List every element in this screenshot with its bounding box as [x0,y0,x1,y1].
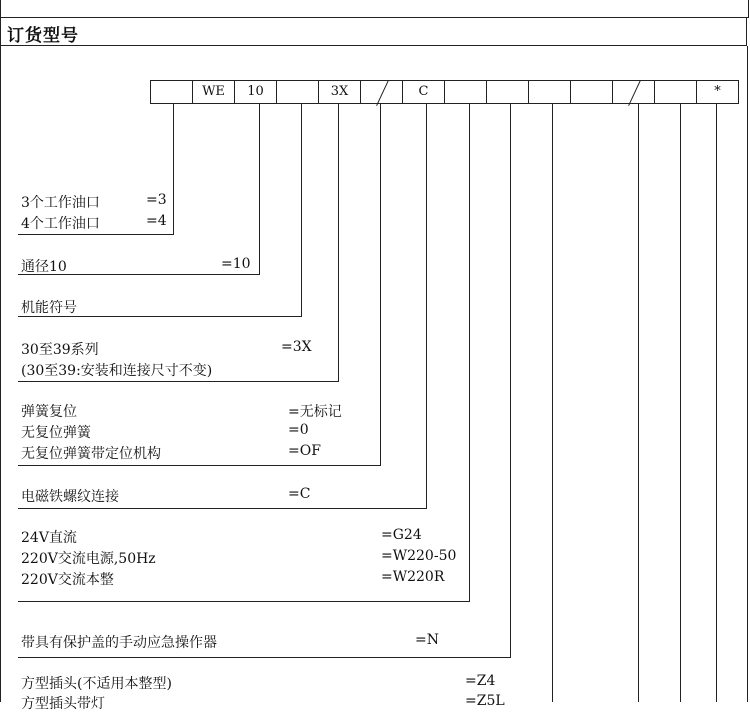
option-label: 方型插头带灯 [21,696,105,712]
leader-line [173,104,174,234]
code-cell [151,80,193,104]
leader-line [510,104,511,657]
group-baseline [18,601,470,602]
option-code: =Z4 [465,673,496,689]
order-code-row [150,80,739,104]
frame-right-border [747,46,748,702]
option-code: =G24 [381,527,422,543]
group-baseline [18,657,511,658]
option-label: 无复位弹簧带定位机构 [21,446,161,462]
option-label: 3个工作油口 [21,195,100,211]
code-cell-slash [361,80,403,104]
code-cell: 10 [235,80,277,104]
group-baseline [18,234,174,235]
option-label: 30至39系列 [21,342,99,358]
page-top-frame [0,0,749,18]
option-code: =4 [146,213,167,229]
group-baseline [18,465,381,466]
code-cell: 3X [319,80,361,104]
group-baseline [18,508,427,509]
leader-line [259,104,260,274]
leader-line [716,104,717,702]
code-cell [445,80,487,104]
option-label: 方型插头(不适用本整型) [21,676,172,692]
leader-line [301,104,302,316]
option-code: =OF [288,443,321,459]
option-label: 通径10 [21,259,67,275]
code-cell [277,80,319,104]
leader-line [469,104,470,601]
option-label: 机能符号 [21,300,77,316]
leader-line [380,104,381,465]
option-code: =C [288,486,311,502]
code-cell [571,80,613,104]
code-cell: WE [193,80,235,104]
option-label: 24V直流 [21,530,77,546]
option-code: =3 [146,192,167,208]
separator-slash [376,80,389,106]
section-header [0,18,747,46]
option-label: 4个工作油口 [21,216,100,232]
option-label: 带具有保护盖的手动应急操作器 [21,635,217,651]
leader-line [680,104,681,702]
code-cell: * [697,80,739,104]
option-code: =W220-50 [381,548,457,564]
frame-left-border [0,46,1,702]
option-code: =10 [221,256,251,272]
option-code: =N [415,632,439,648]
group-baseline [18,381,339,382]
code-cell-slash [613,80,655,104]
leader-line [338,104,339,381]
code-cell [529,80,571,104]
leader-line [638,104,639,702]
option-label: 电磁铁螺纹连接 [21,489,119,505]
option-label: 220V交流本整 [21,572,114,588]
leader-line [426,104,427,508]
option-label: 220V交流电源,50Hz [21,551,156,567]
option-label: 弹簧复位 [21,404,77,420]
option-code: =W220R [381,569,445,585]
leader-line [552,104,553,702]
code-cell [487,80,529,104]
option-code: =3X [281,339,312,355]
option-code: =Z5L [465,693,505,709]
code-cell [655,80,697,104]
option-code: =无标记 [288,404,342,420]
option-note: (30至39:安装和连接尺寸不变) [21,363,213,379]
option-code: =0 [288,422,309,438]
section-title: 订货型号 [7,26,79,46]
separator-slash [628,80,641,106]
code-cell: C [403,80,445,104]
option-label: 无复位弹簧 [21,425,91,441]
